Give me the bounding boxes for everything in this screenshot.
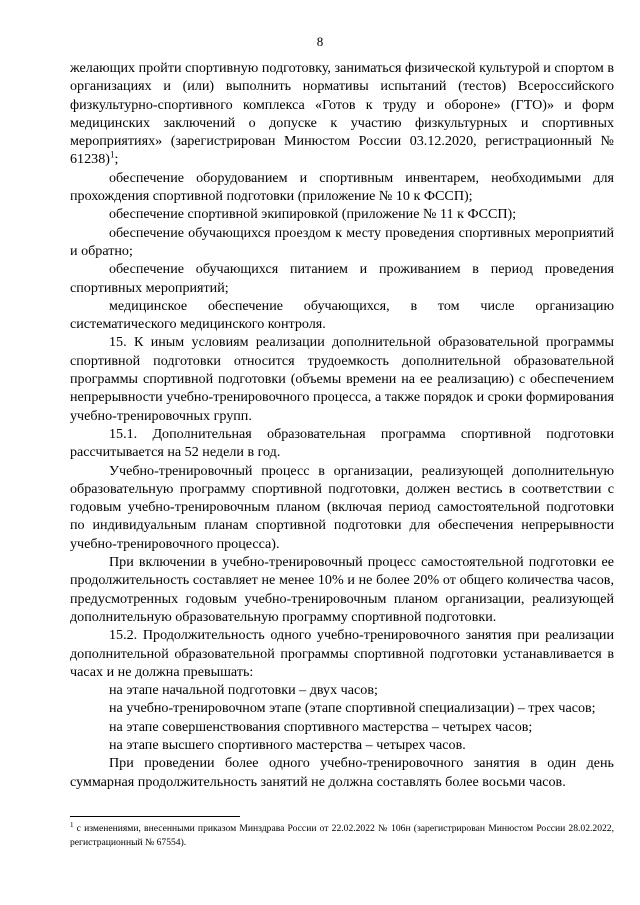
page-number: 8: [316, 34, 324, 49]
list-item-food: обеспечение обучающихся питанием и проживанием в период проведения спортивных мероприятий;: [70, 261, 614, 296]
footnote-marker: 1: [70, 820, 74, 829]
list-item-training-stage: на учебно-тренировочном этапе (этапе спортивной специализации) – трех часов;: [109, 700, 596, 717]
section-15: 15. К иным условиям реализации дополнительной образовательной программы спортивной подготовки относится трудоемкость дополнительной образовательной программы спортивной подготовки (объемы времени на ее реализацию) с обеспечением непрерывности учебно-тренировочного процесса, а также порядок и сроки формирования учебно-тренировочных групп.: [70, 334, 614, 424]
list-item-improvement-stage: на этапе совершенствования спортивного мастерства – четырех часов;: [109, 718, 533, 735]
body-text: [70, 59, 614, 791]
list-item-outfit: обеспечение спортивной экипировкой (приложение № 11 к ФССП);: [109, 206, 517, 223]
paragraph-self-training: При включении в учебно-тренировочный процесс самостоятельной подготовки ее продолжительность составляет не менее 10% и не более 20% от общего количества часов, предусмотренных годовым учебно-тренировочным планом организации, реализующей дополнительную образовательную программу спортивной подготовки.: [70, 554, 614, 625]
paragraph-training-process: Учебно-тренировочный процесс в организации, реализующей дополнительную образовательную программу спортивной подготовки, должен вестись в соответствии с годовым учебно-тренировочным планом (включая период самостоятельной подготовки по индивидуальным планам спортивной подготовки для обеспечения непрерывности учебно-тренировочного процесса).: [70, 462, 614, 552]
list-item-initial-stage: на этапе начальной подготовки – двух часов;: [109, 682, 378, 699]
section-15-2: 15.2. Продолжительность одного учебно-тренировочного занятия при реализации дополнительной образовательной программы спортивной подготовки устанавливается в часах и не должна превышать:: [70, 627, 614, 680]
footnote-text: с изменениями, внесенными приказом Минздрава России от 22.02.2022 № 106н (зарегистрирован Минюстом России 28.02.2022, регистрационный № 67554).: [70, 823, 614, 848]
list-item-travel: обеспечение обучающихся проездом к месту проведения спортивных мероприятий и обратно;: [70, 224, 614, 259]
paragraph-continuation: [70, 59, 614, 169]
paragraph-text: желающих пройти спортивную подготовку, заниматься физической культурой и спортом в организациях и (или) выполнить нормативы испытаний (тестов) Всероссийского физкультурно-спортивного комплекса «Готов к труду и обороне» (ГТО)» и форм медицинских заключений о допуске к участию физкультурных и спортивных мероприятиях» (зарегистрирован Минюстом России 03.12.2020, регистрационный № 61238): [70, 60, 614, 168]
paragraph-daily-limit: При проведении более одного учебно-тренировочного занятия в один день суммарная продолжительность занятий не должна составлять более восьми часов.: [70, 755, 614, 790]
section-15-1: 15.1. Дополнительная образовательная программа спортивной подготовки рассчитывается на 52 недели в год.: [70, 425, 614, 461]
footnote-divider: [70, 816, 240, 817]
list-item-medical: медицинское обеспечение обучающихся, в том числе организацию систематического медицинского контроля.: [70, 297, 614, 333]
footnote: [70, 822, 614, 849]
paragraph-tail: ;: [114, 151, 119, 168]
list-item-equipment: обеспечение оборудованием и спортивным инвентарем, необходимыми для прохождения спортивной подготовки (приложение № 10 к ФССП);: [70, 169, 614, 205]
footnote-reference: 1: [109, 149, 115, 160]
list-item-highest-stage: на этапе высшего спортивного мастерства – четырех часов.: [109, 736, 466, 753]
